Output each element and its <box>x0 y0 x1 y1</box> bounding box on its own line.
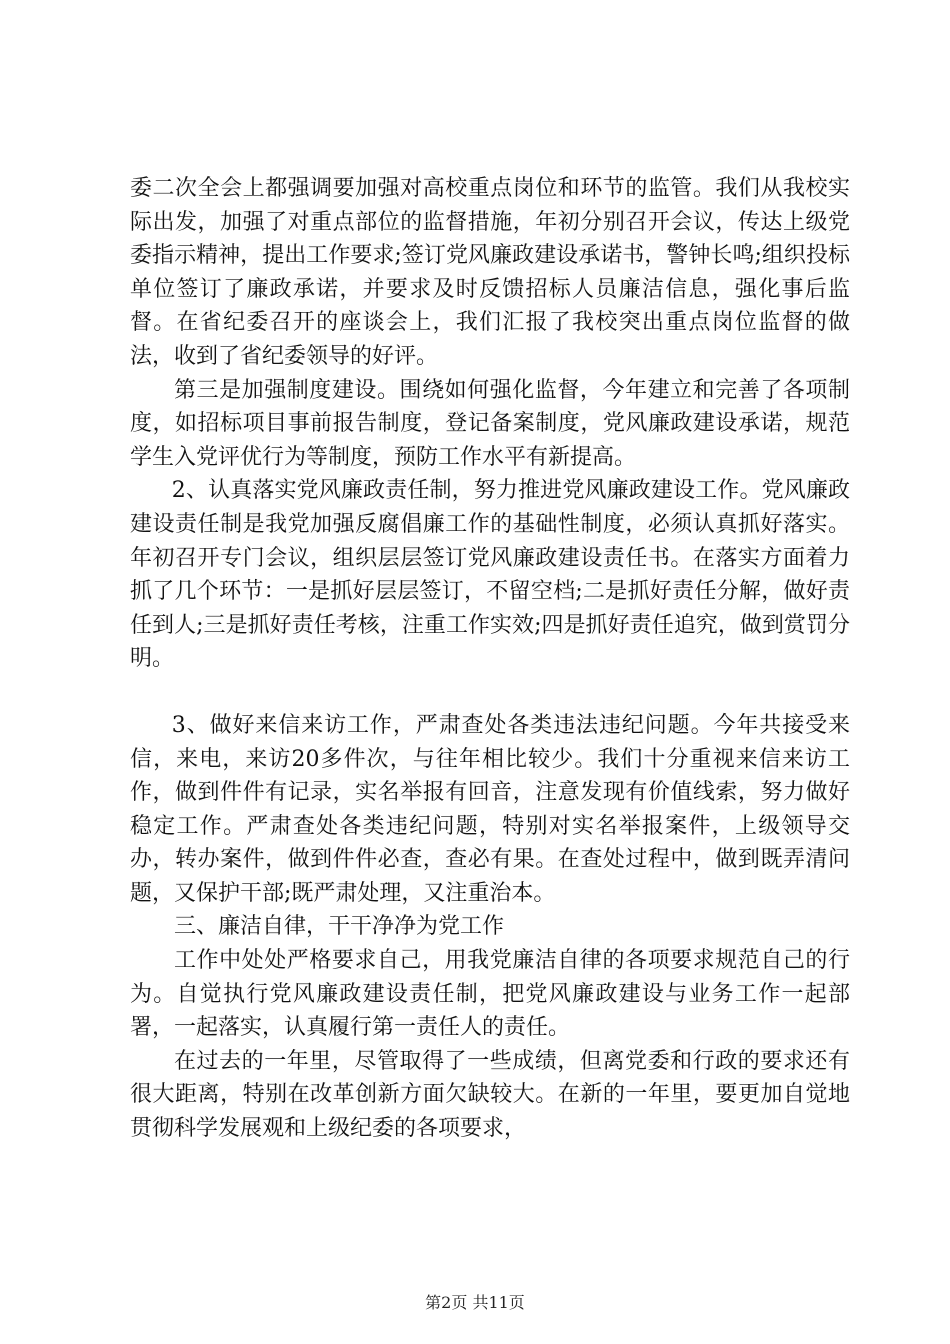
paragraph-6: 在过去的一年里，尽管取得了一些成绩，但离党委和行政的要求还有很大距离，特别在改革创新方面欠缺较大。在新的一年里，要更加自觉地贯彻科学发展观和上级纪委的各项要求， <box>130 1048 850 1142</box>
section-heading: 三、廉洁自律，干干净净为党工作 <box>174 914 505 940</box>
document-body <box>130 172 850 1146</box>
paragraph-3: 2、认真落实党风廉政责任制，努力推进党风廉政建设工作。党风廉政建设责任制是我党加强反腐倡廉工作的基础性制度，必须认真抓好落实。年初召开专门会议，组织层层签订党风廉政建设责任书。在落实方面着力抓了几个环节：一是抓好层层签订，不留空档;二是抓好责任分解，做好责任到人;三是抓好责任考核，注重工作实效;四是抓好责任追究，做到赏罚分明。 <box>130 478 850 672</box>
paragraph-5: 工作中处处严格要求自己，用我党廉洁自律的各项要求规范自己的行为。自觉执行党风廉政建设责任制，把党风廉政建设与业务工作一起部署，一起落实，认真履行第一责任人的责任。 <box>130 948 850 1041</box>
paragraph-4: 3、做好来信来访工作，严肃查处各类违法违纪问题。今年共接受来信，来电，来访20多件次，与往年相比较少。我们十分重视来信来访工作，做到件件有记录，实名举报有回音，注意发现有价值线索，努力做好稳定工作。严肃查处各类违纪问题，特别对实名举报案件，上级领导交办，转办案件，做到件件必查，查必有果。在查处过程中，做到既弄清问题，又保护干部;既严肃处理，又注重治本。 <box>130 712 850 906</box>
paragraph-spacer <box>130 676 850 709</box>
page-footer: 第2页 共11页 <box>425 1293 525 1312</box>
paragraph-2: 第三是加强制度建设。围绕如何强化监督，今年建立和完善了各项制度，如招标项目事前报告制度，登记备案制度，党风廉政建设承诺，规范学生入党评优行为等制度，预防工作水平有新提高。 <box>130 377 850 470</box>
paragraph-1: 委二次全会上都强调要加强对高校重点岗位和环节的监管。我们从我校实际出发，加强了对重点部位的监督措施，年初分别召开会议，传达上级党委指示精神，提出工作要求;签订党风廉政建设承诺书，警钟长鸣;组织投标单位签订了廉政承诺，并要求及时反馈招标人员廉洁信息，强化事后监督。在省纪委召开的座谈会上，我们汇报了我校突出重点岗位监督的做法，收到了省纪委领导的好评。 <box>130 176 850 369</box>
